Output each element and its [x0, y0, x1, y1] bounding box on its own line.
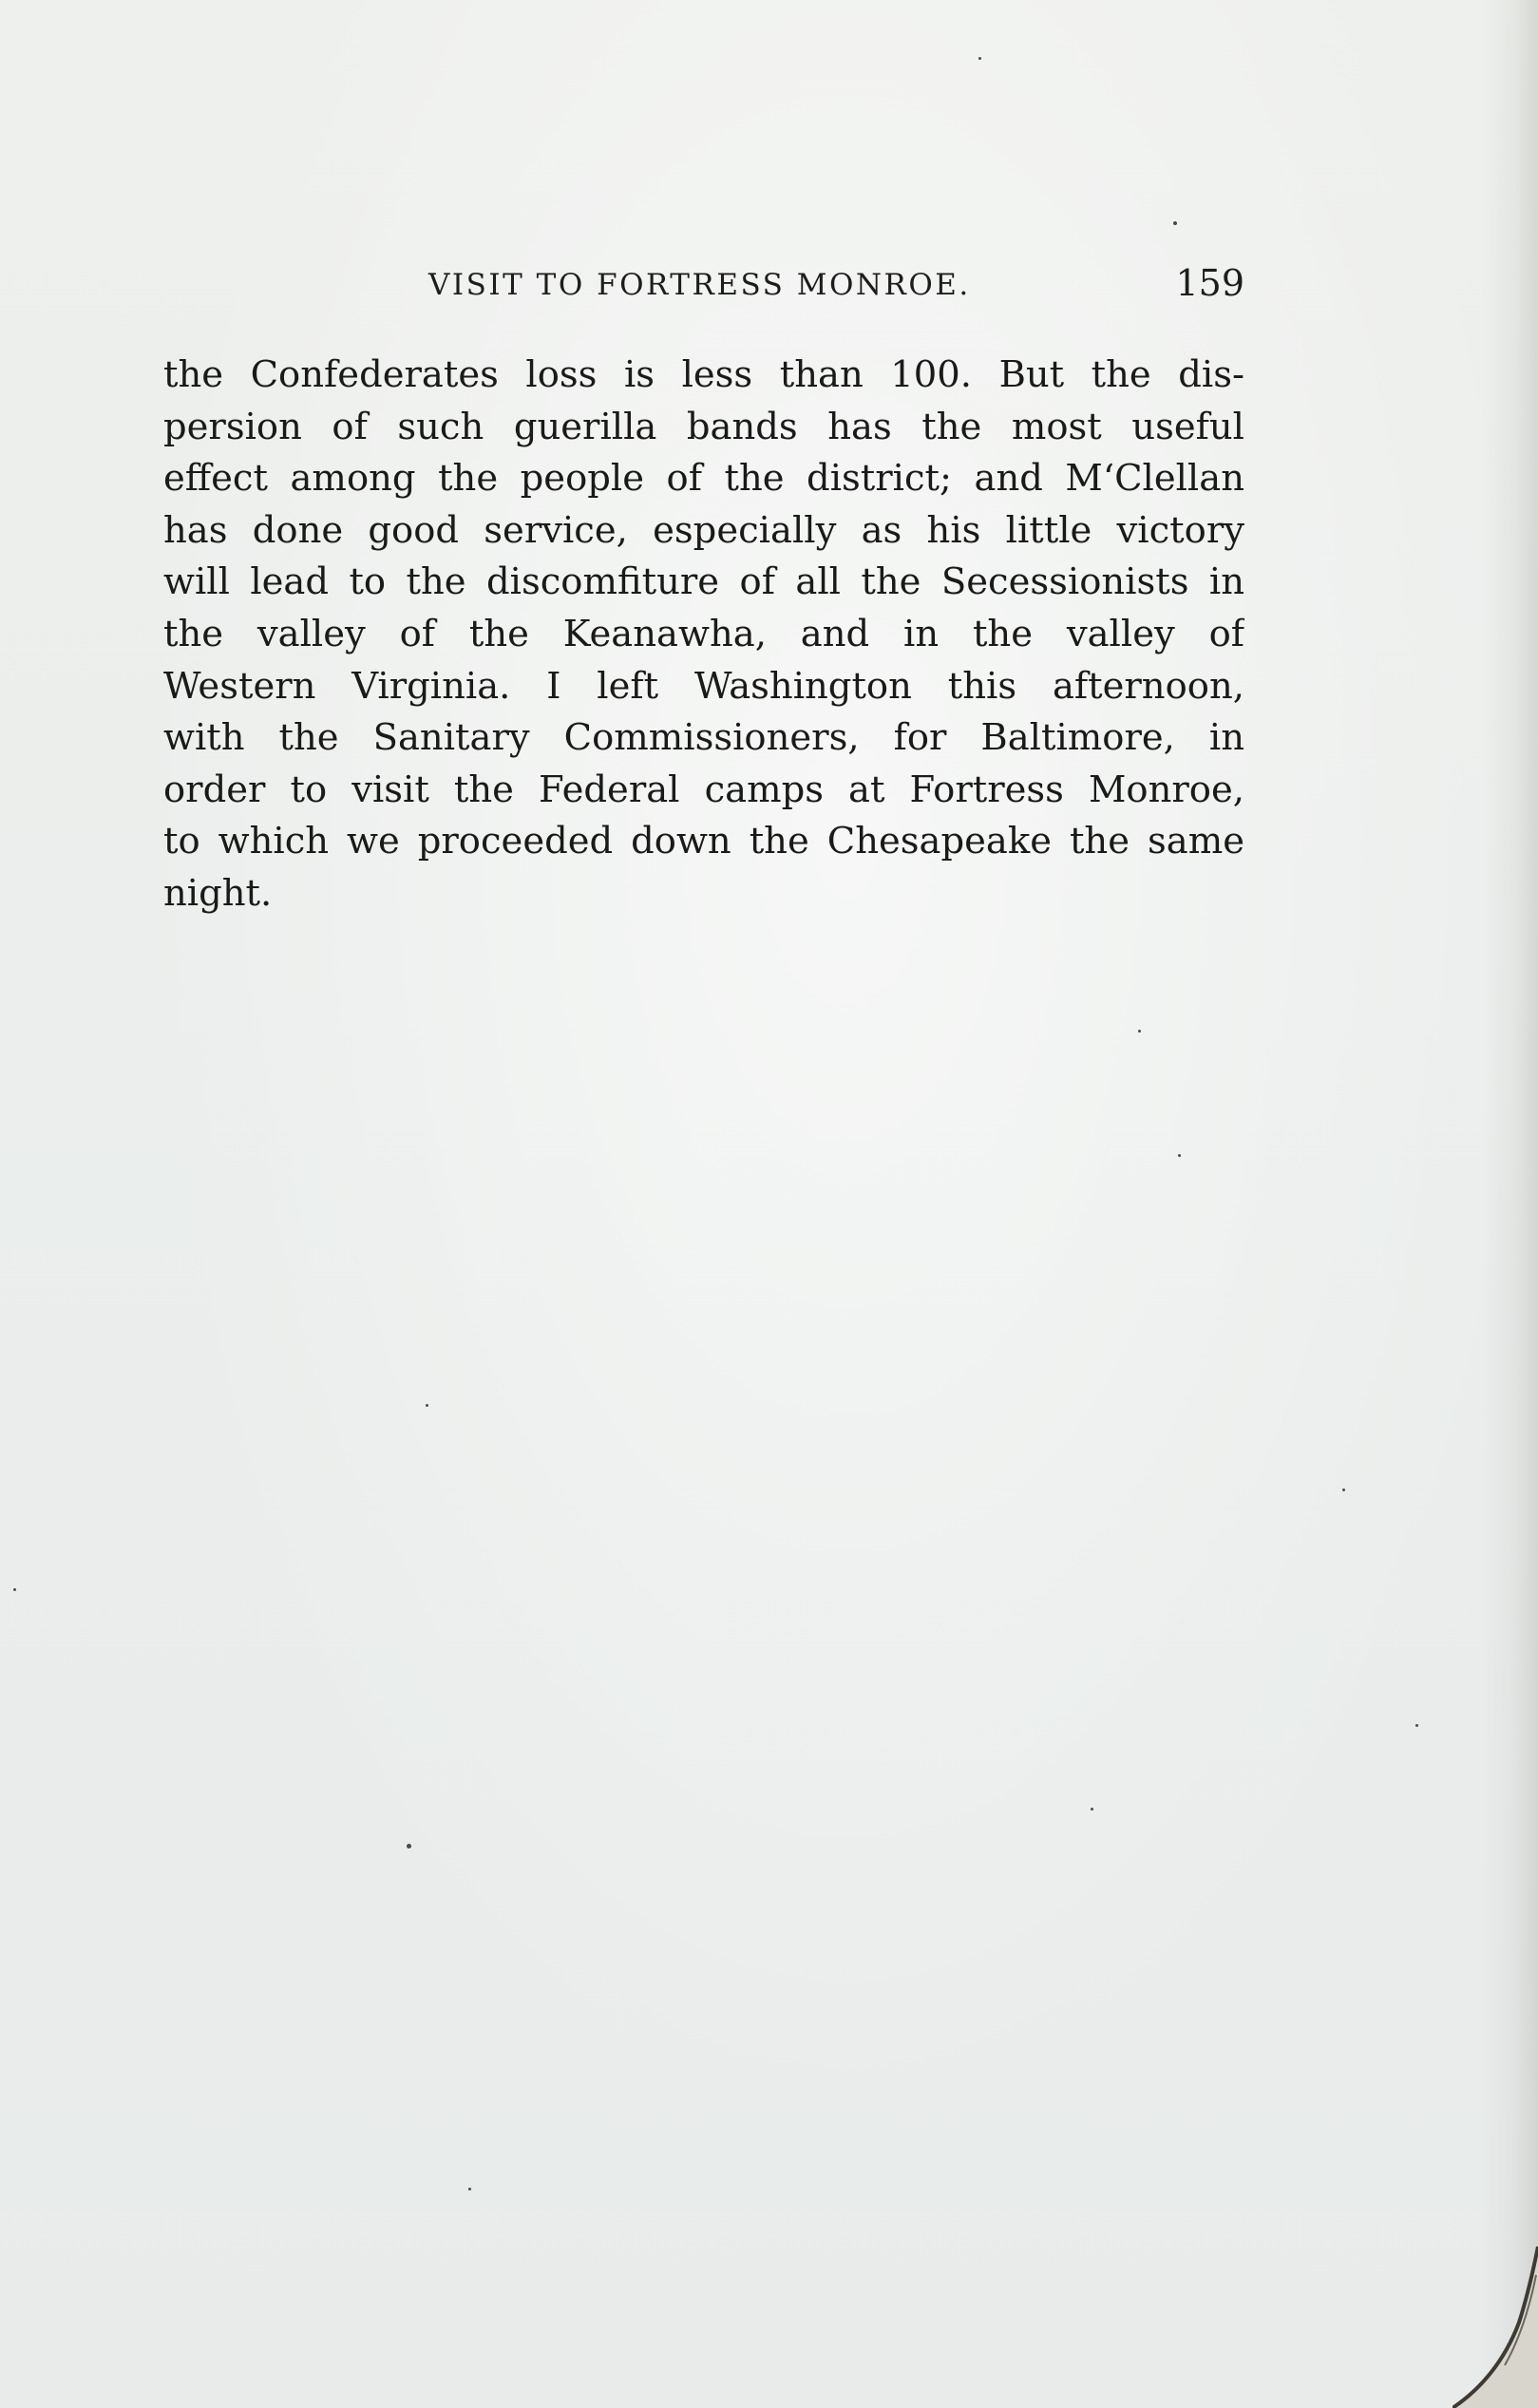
- scan-speck: [1342, 1488, 1345, 1491]
- text-line: order to visit the Federal camps at Fortress Monroe,: [163, 768, 1244, 811]
- scan-speck: [407, 1844, 411, 1849]
- scan-speck: [1138, 1030, 1141, 1033]
- scan-speck: [1091, 1808, 1093, 1811]
- scan-speck: [978, 57, 981, 60]
- running-head: VISIT TO FORTRESS MONROE.: [428, 268, 971, 302]
- page-corner-curl: [1453, 2247, 1538, 2408]
- text-line: the valley of the Keanawha, and in the valley of: [163, 612, 1244, 655]
- scan-speck: [1415, 1724, 1418, 1727]
- text-line: effect among the people of the district; and M‘Clellan: [163, 457, 1244, 501]
- scan-speck: [1173, 221, 1177, 225]
- text-line: to which we proceeded down the Chesapeake the same: [163, 820, 1244, 863]
- scan-speck: [13, 1588, 16, 1591]
- page-edge-shadow: [1481, 0, 1538, 2408]
- text-line: persion of such guerilla bands has the most useful: [163, 405, 1244, 448]
- text-line: with the Sanitary Commissioners, for Baltimore, in: [163, 716, 1244, 760]
- page-number: 159: [1175, 262, 1244, 304]
- text-line: night.: [163, 871, 273, 915]
- body-paragraph: [163, 350, 1244, 920]
- text-line: will lead to the discomfiture of all the Secessionists in: [163, 560, 1244, 604]
- scan-speck: [1178, 1154, 1181, 1157]
- text-line: Western Virginia. I left Washington this afternoon,: [163, 664, 1244, 708]
- scan-speck: [468, 2188, 471, 2190]
- page-header: [167, 262, 1244, 310]
- scan-speck: [426, 1404, 428, 1407]
- text-line: the Confederates loss is less than 100. But the dis-: [163, 353, 1244, 396]
- text-line: has done good service, especially as his little victory: [163, 508, 1244, 552]
